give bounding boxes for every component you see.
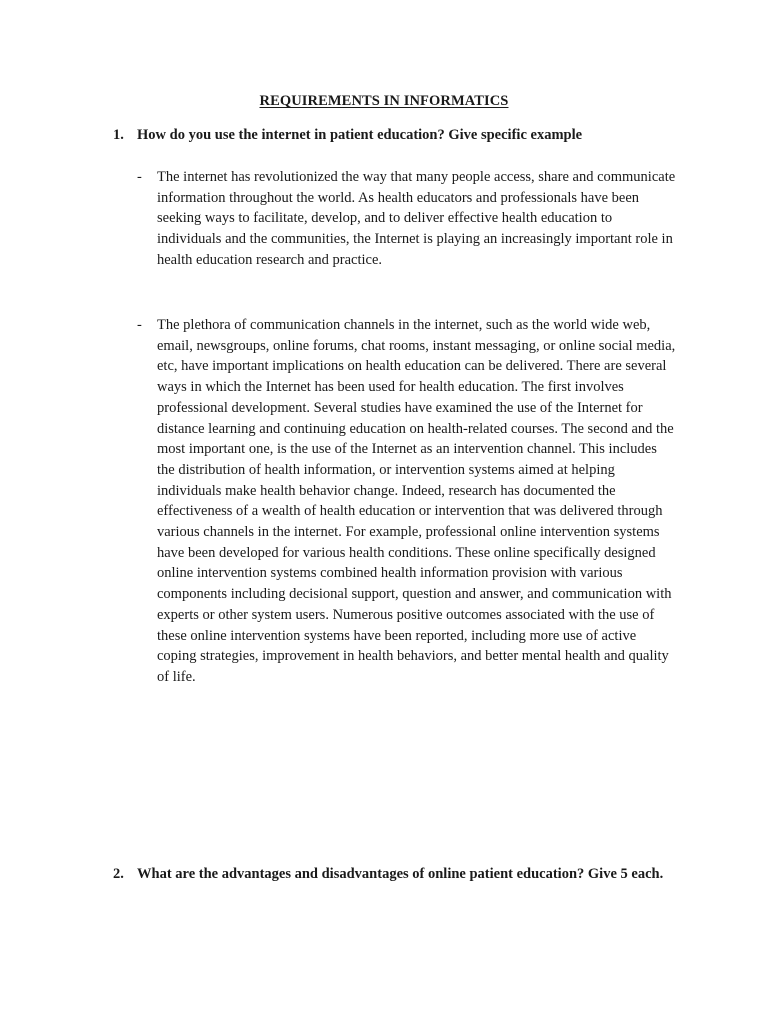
question-text: How do you use the internet in patient education? Give specific example bbox=[137, 127, 583, 143]
question-1 bbox=[113, 125, 673, 146]
answer-paragraph bbox=[137, 167, 677, 271]
answer-paragraph bbox=[137, 315, 677, 688]
question-number: 2. bbox=[113, 866, 124, 882]
answer-text: The plethora of communication channels in the internet, such as the world wide web, email, newsgroups, online forums, chat rooms, instant messaging, or online social media, etc, have important implications on health education can be delivered. There are several ways in which the Internet has been used for health education. The first involves professional development. Several studies have examined the use of the Internet for distance learning and continuing education on health-related courses. The second and the most important one, is the use of the Internet as an intervention channel. This includes the distribution of health information, or intervention systems aimed at helping individuals make health behavior change. Indeed, research has documented the effectiveness of a wealth of health education or intervention that was delivered through various channels in the internet. For example, professional online intervention systems have been developed for various health conditions. These online specifically designed online intervention systems combined health information provision with various components including decisional support, question and answer, and communication with experts or other system users. Numerous positive outcomes associated with the use of these online intervention systems have been reported, including more use of active coping strategies, improvement in health behaviors, and better mental health and quality of life. bbox=[157, 317, 676, 685]
bullet-marker: - bbox=[137, 317, 142, 333]
document-title: REQUIREMENTS IN INFORMATICS bbox=[259, 93, 509, 109]
question-number: 1. bbox=[113, 127, 124, 143]
answer-text: The internet has revolutionized the way that many people access, share and communicate information throughout the world. As health educators and professionals have been seeking ways to facilitate, develop, and to deliver effective health education to individuals and the communities, the Internet is playing an increasingly important role in health education research and practice. bbox=[157, 169, 676, 268]
question-2 bbox=[113, 864, 673, 885]
bullet-marker: - bbox=[137, 169, 142, 185]
question-text: What are the advantages and disadvantages of online patient education? Give 5 each. bbox=[137, 866, 664, 882]
